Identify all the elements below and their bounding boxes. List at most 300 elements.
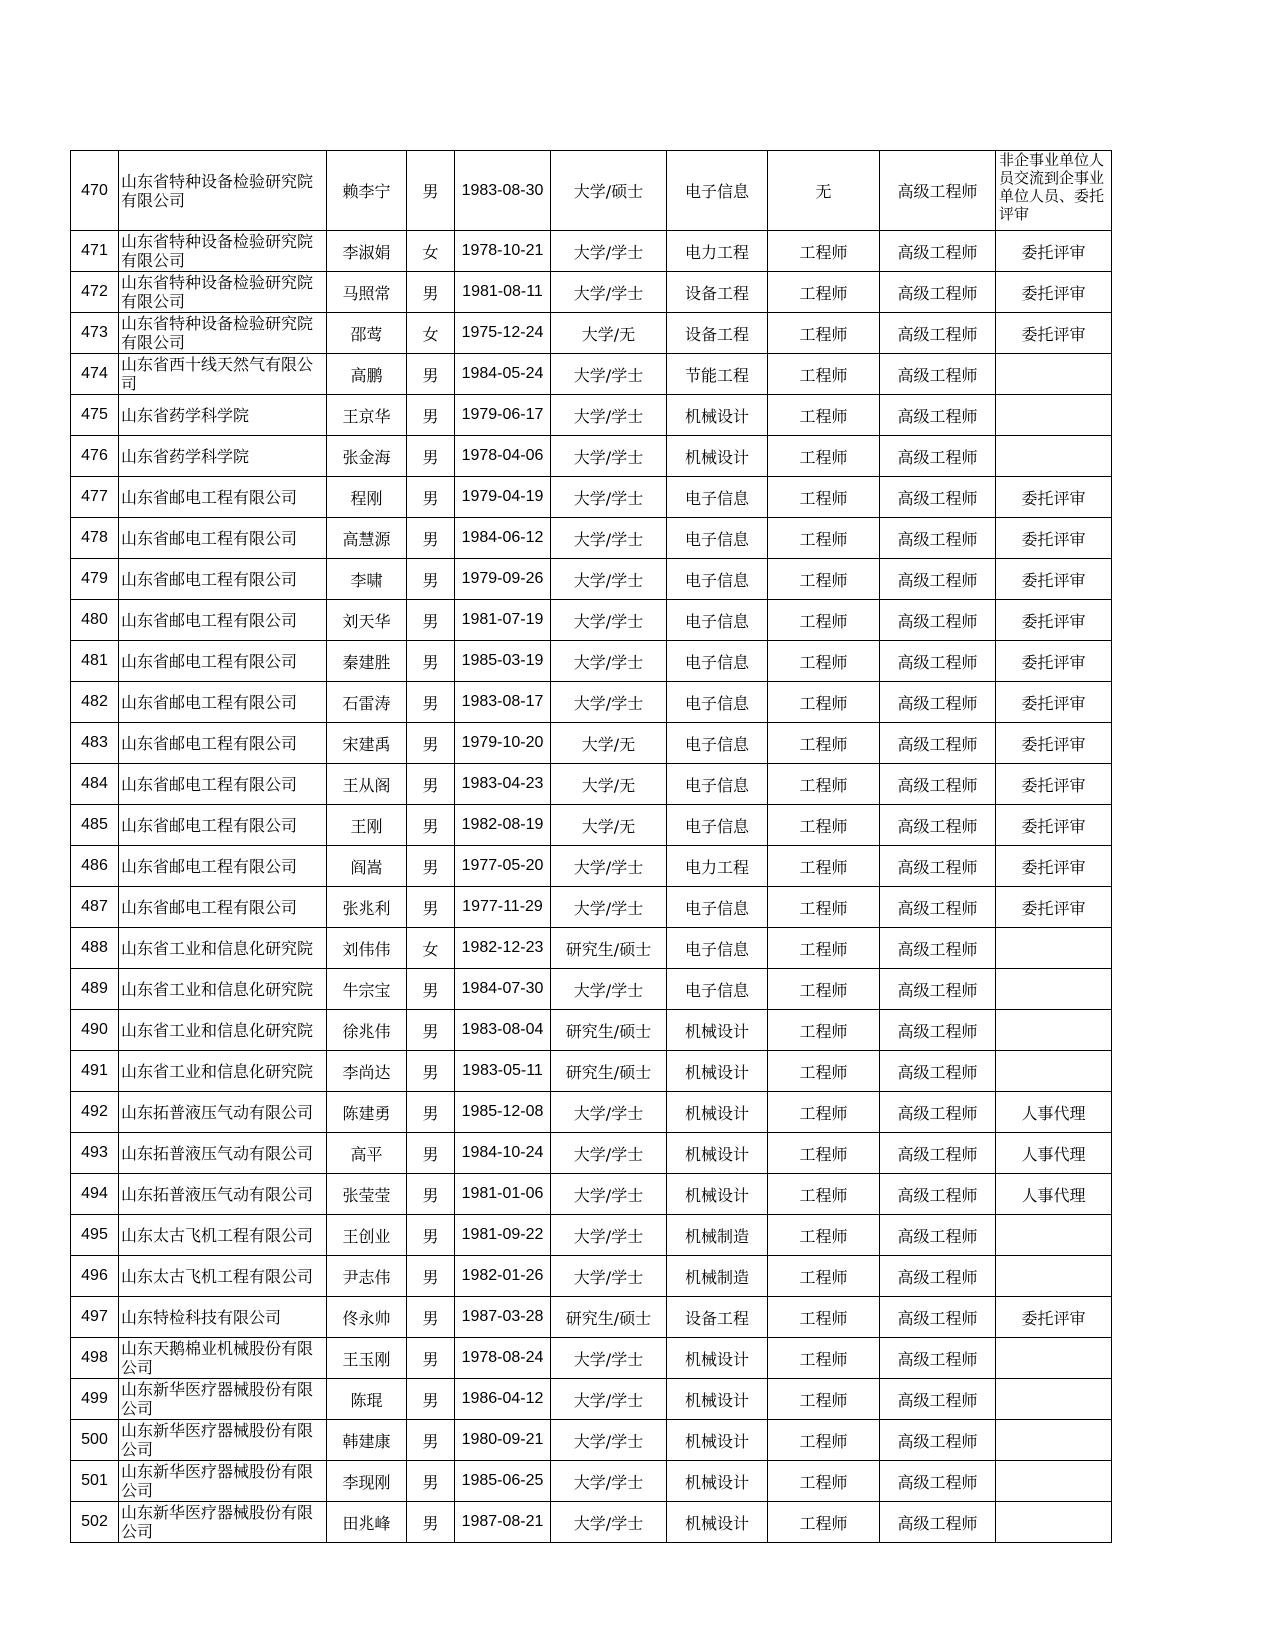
major-cell: 电力工程 [667, 231, 768, 272]
table-row [71, 1461, 1112, 1502]
name-cell: 徐兆伟 [327, 1010, 407, 1051]
gender-cell: 男 [407, 600, 455, 641]
education-degree-cell: 大学/学士 [551, 559, 667, 600]
remark-cell: 人事代理 [996, 1092, 1112, 1133]
applied-title-cell: 高级工程师 [880, 887, 996, 928]
serial-number-cell: 470 [71, 151, 119, 231]
education-degree-cell: 大学/学士 [551, 1215, 667, 1256]
name-cell: 田兆峰 [327, 1502, 407, 1543]
major-cell: 机械设计 [667, 1338, 768, 1379]
serial-number-cell: 488 [71, 928, 119, 969]
birth-date-cell: 1985-06-25 [455, 1461, 551, 1502]
birth-date-cell: 1981-07-19 [455, 600, 551, 641]
birth-date-cell: 1983-08-17 [455, 682, 551, 723]
current-title-cell: 工程师 [768, 928, 880, 969]
current-title-cell: 工程师 [768, 682, 880, 723]
current-title-cell: 工程师 [768, 272, 880, 313]
table-row [71, 231, 1112, 272]
serial-number-cell: 480 [71, 600, 119, 641]
organization-cell: 山东省邮电工程有限公司 [119, 641, 327, 682]
name-cell: 阎嵩 [327, 846, 407, 887]
table-row [71, 969, 1112, 1010]
current-title-cell: 工程师 [768, 641, 880, 682]
major-cell: 机械设计 [667, 1420, 768, 1461]
name-cell: 高鹏 [327, 354, 407, 395]
applied-title-cell: 高级工程师 [880, 354, 996, 395]
serial-number-cell: 479 [71, 559, 119, 600]
table-row [71, 641, 1112, 682]
education-degree-cell: 大学/学士 [551, 272, 667, 313]
table-row [71, 559, 1112, 600]
table-row [71, 436, 1112, 477]
major-cell: 电力工程 [667, 846, 768, 887]
current-title-cell: 工程师 [768, 723, 880, 764]
current-title-cell: 工程师 [768, 1174, 880, 1215]
organization-cell: 山东拓普液压气动有限公司 [119, 1092, 327, 1133]
birth-date-cell: 1980-09-21 [455, 1420, 551, 1461]
current-title-cell: 工程师 [768, 1010, 880, 1051]
birth-date-cell: 1982-08-19 [455, 805, 551, 846]
current-title-cell: 工程师 [768, 1420, 880, 1461]
remark-cell [996, 1379, 1112, 1420]
gender-cell: 男 [407, 764, 455, 805]
remark-cell [996, 969, 1112, 1010]
gender-cell: 男 [407, 1174, 455, 1215]
name-cell: 程刚 [327, 477, 407, 518]
current-title-cell: 工程师 [768, 354, 880, 395]
gender-cell: 男 [407, 1338, 455, 1379]
applied-title-cell: 高级工程师 [880, 1379, 996, 1420]
current-title-cell: 工程师 [768, 1215, 880, 1256]
remark-cell: 委托评审 [996, 641, 1112, 682]
applied-title-cell: 高级工程师 [880, 1338, 996, 1379]
birth-date-cell: 1981-08-11 [455, 272, 551, 313]
applied-title-cell: 高级工程师 [880, 1256, 996, 1297]
major-cell: 电子信息 [667, 805, 768, 846]
serial-number-cell: 484 [71, 764, 119, 805]
table-row [71, 1338, 1112, 1379]
gender-cell: 女 [407, 928, 455, 969]
education-degree-cell: 大学/学士 [551, 231, 667, 272]
birth-date-cell: 1981-01-06 [455, 1174, 551, 1215]
serial-number-cell: 471 [71, 231, 119, 272]
gender-cell: 男 [407, 1215, 455, 1256]
remark-cell: 委托评审 [996, 313, 1112, 354]
remark-cell: 委托评审 [996, 887, 1112, 928]
current-title-cell: 工程师 [768, 600, 880, 641]
remark-cell [996, 1420, 1112, 1461]
name-cell: 张金海 [327, 436, 407, 477]
serial-number-cell: 487 [71, 887, 119, 928]
serial-number-cell: 490 [71, 1010, 119, 1051]
remark-cell: 委托评审 [996, 559, 1112, 600]
birth-date-cell: 1985-12-08 [455, 1092, 551, 1133]
table-row [71, 1297, 1112, 1338]
education-degree-cell: 大学/学士 [551, 395, 667, 436]
name-cell: 邵莺 [327, 313, 407, 354]
name-cell: 牛宗宝 [327, 969, 407, 1010]
current-title-cell: 工程师 [768, 395, 880, 436]
name-cell: 张兆利 [327, 887, 407, 928]
major-cell: 机械设计 [667, 395, 768, 436]
current-title-cell: 工程师 [768, 1502, 880, 1543]
birth-date-cell: 1987-08-21 [455, 1502, 551, 1543]
gender-cell: 男 [407, 395, 455, 436]
organization-cell: 山东太古飞机工程有限公司 [119, 1215, 327, 1256]
birth-date-cell: 1983-08-04 [455, 1010, 551, 1051]
gender-cell: 男 [407, 1379, 455, 1420]
table-row [71, 1420, 1112, 1461]
major-cell: 机械设计 [667, 1051, 768, 1092]
table-row [71, 1092, 1112, 1133]
serial-number-cell: 498 [71, 1338, 119, 1379]
applied-title-cell: 高级工程师 [880, 1502, 996, 1543]
current-title-cell: 工程师 [768, 559, 880, 600]
name-cell: 宋建禹 [327, 723, 407, 764]
gender-cell: 男 [407, 1297, 455, 1338]
name-cell: 王刚 [327, 805, 407, 846]
major-cell: 电子信息 [667, 682, 768, 723]
current-title-cell: 工程师 [768, 231, 880, 272]
birth-date-cell: 1978-10-21 [455, 231, 551, 272]
name-cell: 石雷涛 [327, 682, 407, 723]
gender-cell: 男 [407, 641, 455, 682]
name-cell: 赖李宁 [327, 151, 407, 231]
education-degree-cell: 大学/无 [551, 805, 667, 846]
name-cell: 王玉刚 [327, 1338, 407, 1379]
name-cell: 李淑娟 [327, 231, 407, 272]
education-degree-cell: 大学/学士 [551, 518, 667, 559]
remark-cell [996, 1256, 1112, 1297]
serial-number-cell: 499 [71, 1379, 119, 1420]
remark-cell: 委托评审 [996, 600, 1112, 641]
serial-number-cell: 477 [71, 477, 119, 518]
serial-number-cell: 472 [71, 272, 119, 313]
name-cell: 王创业 [327, 1215, 407, 1256]
major-cell: 机械制造 [667, 1215, 768, 1256]
birth-date-cell: 1979-04-19 [455, 477, 551, 518]
serial-number-cell: 478 [71, 518, 119, 559]
gender-cell: 男 [407, 1010, 455, 1051]
education-degree-cell: 大学/无 [551, 313, 667, 354]
applied-title-cell: 高级工程师 [880, 641, 996, 682]
serial-number-cell: 491 [71, 1051, 119, 1092]
gender-cell: 男 [407, 723, 455, 764]
gender-cell: 男 [407, 1133, 455, 1174]
organization-cell: 山东新华医疗器械股份有限公司 [119, 1502, 327, 1543]
gender-cell: 男 [407, 1461, 455, 1502]
remark-cell: 委托评审 [996, 846, 1112, 887]
current-title-cell: 工程师 [768, 805, 880, 846]
table-row [71, 1502, 1112, 1543]
birth-date-cell: 1977-11-29 [455, 887, 551, 928]
remark-cell: 委托评审 [996, 723, 1112, 764]
organization-cell: 山东省工业和信息化研究院 [119, 1010, 327, 1051]
birth-date-cell: 1979-06-17 [455, 395, 551, 436]
name-cell: 高慧源 [327, 518, 407, 559]
serial-number-cell: 502 [71, 1502, 119, 1543]
remark-cell [996, 395, 1112, 436]
major-cell: 机械制造 [667, 1256, 768, 1297]
serial-number-cell: 493 [71, 1133, 119, 1174]
table-row [71, 887, 1112, 928]
name-cell: 尹志伟 [327, 1256, 407, 1297]
name-cell: 佟永帅 [327, 1297, 407, 1338]
applied-title-cell: 高级工程师 [880, 969, 996, 1010]
remark-cell [996, 436, 1112, 477]
education-degree-cell: 大学/学士 [551, 682, 667, 723]
applied-title-cell: 高级工程师 [880, 151, 996, 231]
gender-cell: 男 [407, 1092, 455, 1133]
education-degree-cell: 大学/学士 [551, 1379, 667, 1420]
name-cell: 刘伟伟 [327, 928, 407, 969]
gender-cell: 男 [407, 518, 455, 559]
table-row [71, 805, 1112, 846]
applied-title-cell: 高级工程师 [880, 313, 996, 354]
organization-cell: 山东省西十线天然气有限公司 [119, 354, 327, 395]
current-title-cell: 工程师 [768, 887, 880, 928]
gender-cell: 男 [407, 354, 455, 395]
birth-date-cell: 1981-09-22 [455, 1215, 551, 1256]
birth-date-cell: 1985-03-19 [455, 641, 551, 682]
applied-title-cell: 高级工程师 [880, 1051, 996, 1092]
organization-cell: 山东省特种设备检验研究院有限公司 [119, 313, 327, 354]
current-title-cell: 工程师 [768, 846, 880, 887]
current-title-cell: 工程师 [768, 436, 880, 477]
current-title-cell: 工程师 [768, 1092, 880, 1133]
name-cell: 马照常 [327, 272, 407, 313]
applied-title-cell: 高级工程师 [880, 764, 996, 805]
table-row [71, 1010, 1112, 1051]
major-cell: 机械设计 [667, 1174, 768, 1215]
birth-date-cell: 1984-06-12 [455, 518, 551, 559]
applied-title-cell: 高级工程师 [880, 846, 996, 887]
organization-cell: 山东省工业和信息化研究院 [119, 928, 327, 969]
remark-cell [996, 928, 1112, 969]
current-title-cell: 工程师 [768, 1379, 880, 1420]
gender-cell: 男 [407, 477, 455, 518]
major-cell: 电子信息 [667, 764, 768, 805]
major-cell: 电子信息 [667, 641, 768, 682]
serial-number-cell: 501 [71, 1461, 119, 1502]
education-degree-cell: 大学/学士 [551, 641, 667, 682]
major-cell: 电子信息 [667, 518, 768, 559]
serial-number-cell: 483 [71, 723, 119, 764]
current-title-cell: 工程师 [768, 518, 880, 559]
major-cell: 设备工程 [667, 313, 768, 354]
table-body [71, 151, 1112, 1543]
education-degree-cell: 大学/学士 [551, 436, 667, 477]
birth-date-cell: 1977-05-20 [455, 846, 551, 887]
organization-cell: 山东省邮电工程有限公司 [119, 764, 327, 805]
applied-title-cell: 高级工程师 [880, 1420, 996, 1461]
table-row [71, 600, 1112, 641]
organization-cell: 山东省特种设备检验研究院有限公司 [119, 231, 327, 272]
major-cell: 设备工程 [667, 272, 768, 313]
education-degree-cell: 大学/学士 [551, 846, 667, 887]
applied-title-cell: 高级工程师 [880, 559, 996, 600]
table-row [71, 764, 1112, 805]
name-cell: 陈琨 [327, 1379, 407, 1420]
major-cell: 电子信息 [667, 151, 768, 231]
birth-date-cell: 1978-08-24 [455, 1338, 551, 1379]
gender-cell: 男 [407, 272, 455, 313]
applied-title-cell: 高级工程师 [880, 1133, 996, 1174]
major-cell: 电子信息 [667, 477, 768, 518]
organization-cell: 山东新华医疗器械股份有限公司 [119, 1461, 327, 1502]
organization-cell: 山东省工业和信息化研究院 [119, 969, 327, 1010]
birth-date-cell: 1984-10-24 [455, 1133, 551, 1174]
birth-date-cell: 1982-12-23 [455, 928, 551, 969]
table-row [71, 1215, 1112, 1256]
name-cell: 韩建康 [327, 1420, 407, 1461]
education-degree-cell: 大学/学士 [551, 1461, 667, 1502]
birth-date-cell: 1983-04-23 [455, 764, 551, 805]
serial-number-cell: 492 [71, 1092, 119, 1133]
birth-date-cell: 1984-05-24 [455, 354, 551, 395]
table-row [71, 1256, 1112, 1297]
education-degree-cell: 研究生/硕士 [551, 1051, 667, 1092]
applied-title-cell: 高级工程师 [880, 1010, 996, 1051]
organization-cell: 山东省邮电工程有限公司 [119, 846, 327, 887]
table-row [71, 846, 1112, 887]
table-row [71, 1051, 1112, 1092]
major-cell: 机械设计 [667, 436, 768, 477]
organization-cell: 山东省药学科学院 [119, 436, 327, 477]
gender-cell: 男 [407, 1256, 455, 1297]
major-cell: 机械设计 [667, 1092, 768, 1133]
serial-number-cell: 481 [71, 641, 119, 682]
table-row [71, 1133, 1112, 1174]
table-row [71, 395, 1112, 436]
current-title-cell: 工程师 [768, 969, 880, 1010]
table-row [71, 682, 1112, 723]
remark-cell: 委托评审 [996, 764, 1112, 805]
serial-number-cell: 500 [71, 1420, 119, 1461]
table-row [71, 313, 1112, 354]
birth-date-cell: 1979-10-20 [455, 723, 551, 764]
gender-cell: 男 [407, 1420, 455, 1461]
current-title-cell: 工程师 [768, 1256, 880, 1297]
serial-number-cell: 497 [71, 1297, 119, 1338]
serial-number-cell: 495 [71, 1215, 119, 1256]
table-row [71, 723, 1112, 764]
gender-cell: 男 [407, 1051, 455, 1092]
name-cell: 刘天华 [327, 600, 407, 641]
serial-number-cell: 489 [71, 969, 119, 1010]
birth-date-cell: 1975-12-24 [455, 313, 551, 354]
gender-cell: 男 [407, 559, 455, 600]
table-row [71, 354, 1112, 395]
current-title-cell: 工程师 [768, 1297, 880, 1338]
table-row [71, 151, 1112, 231]
serial-number-cell: 482 [71, 682, 119, 723]
table-row [71, 518, 1112, 559]
organization-cell: 山东省邮电工程有限公司 [119, 805, 327, 846]
organization-cell: 山东拓普液压气动有限公司 [119, 1133, 327, 1174]
major-cell: 节能工程 [667, 354, 768, 395]
education-degree-cell: 大学/学士 [551, 600, 667, 641]
birth-date-cell: 1979-09-26 [455, 559, 551, 600]
organization-cell: 山东太古飞机工程有限公司 [119, 1256, 327, 1297]
education-degree-cell: 大学/学士 [551, 1338, 667, 1379]
education-degree-cell: 大学/硕士 [551, 151, 667, 231]
education-degree-cell: 大学/学士 [551, 969, 667, 1010]
major-cell: 机械设计 [667, 1379, 768, 1420]
organization-cell: 山东省邮电工程有限公司 [119, 887, 327, 928]
organization-cell: 山东特检科技有限公司 [119, 1297, 327, 1338]
gender-cell: 男 [407, 805, 455, 846]
major-cell: 电子信息 [667, 887, 768, 928]
current-title-cell: 工程师 [768, 1133, 880, 1174]
table-row [71, 1174, 1112, 1215]
current-title-cell: 工程师 [768, 1461, 880, 1502]
applied-title-cell: 高级工程师 [880, 436, 996, 477]
serial-number-cell: 474 [71, 354, 119, 395]
serial-number-cell: 476 [71, 436, 119, 477]
major-cell: 机械设计 [667, 1010, 768, 1051]
name-cell: 张莹莹 [327, 1174, 407, 1215]
education-degree-cell: 大学/学士 [551, 1092, 667, 1133]
name-cell: 李尚达 [327, 1051, 407, 1092]
gender-cell: 男 [407, 1502, 455, 1543]
gender-cell: 男 [407, 151, 455, 231]
education-degree-cell: 大学/学士 [551, 887, 667, 928]
applied-title-cell: 高级工程师 [880, 682, 996, 723]
organization-cell: 山东省药学科学院 [119, 395, 327, 436]
remark-cell [996, 1502, 1112, 1543]
current-title-cell: 工程师 [768, 764, 880, 805]
remark-cell: 委托评审 [996, 272, 1112, 313]
organization-cell: 山东省邮电工程有限公司 [119, 559, 327, 600]
organization-cell: 山东省邮电工程有限公司 [119, 518, 327, 559]
applied-title-cell: 高级工程师 [880, 395, 996, 436]
applied-title-cell: 高级工程师 [880, 518, 996, 559]
name-cell: 陈建勇 [327, 1092, 407, 1133]
table-row [71, 477, 1112, 518]
applied-title-cell: 高级工程师 [880, 231, 996, 272]
name-cell: 高平 [327, 1133, 407, 1174]
organization-cell: 山东省工业和信息化研究院 [119, 1051, 327, 1092]
gender-cell: 男 [407, 436, 455, 477]
name-cell: 秦建胜 [327, 641, 407, 682]
major-cell: 电子信息 [667, 723, 768, 764]
birth-date-cell: 1987-03-28 [455, 1297, 551, 1338]
major-cell: 电子信息 [667, 559, 768, 600]
applied-title-cell: 高级工程师 [880, 928, 996, 969]
organization-cell: 山东新华医疗器械股份有限公司 [119, 1420, 327, 1461]
applied-title-cell: 高级工程师 [880, 805, 996, 846]
gender-cell: 男 [407, 969, 455, 1010]
remark-cell: 非企事业单位人员交流到企事业单位人员、委托评审 [996, 151, 1112, 231]
education-degree-cell: 研究生/硕士 [551, 1297, 667, 1338]
major-cell: 电子信息 [667, 969, 768, 1010]
name-cell: 王京华 [327, 395, 407, 436]
birth-date-cell: 1982-01-26 [455, 1256, 551, 1297]
education-degree-cell: 大学/学士 [551, 1174, 667, 1215]
gender-cell: 男 [407, 682, 455, 723]
remark-cell [996, 1051, 1112, 1092]
applied-title-cell: 高级工程师 [880, 477, 996, 518]
serial-number-cell: 485 [71, 805, 119, 846]
organization-cell: 山东省特种设备检验研究院有限公司 [119, 151, 327, 231]
applied-title-cell: 高级工程师 [880, 272, 996, 313]
current-title-cell: 工程师 [768, 477, 880, 518]
serial-number-cell: 496 [71, 1256, 119, 1297]
education-degree-cell: 大学/学士 [551, 1420, 667, 1461]
serial-number-cell: 494 [71, 1174, 119, 1215]
serial-number-cell: 486 [71, 846, 119, 887]
